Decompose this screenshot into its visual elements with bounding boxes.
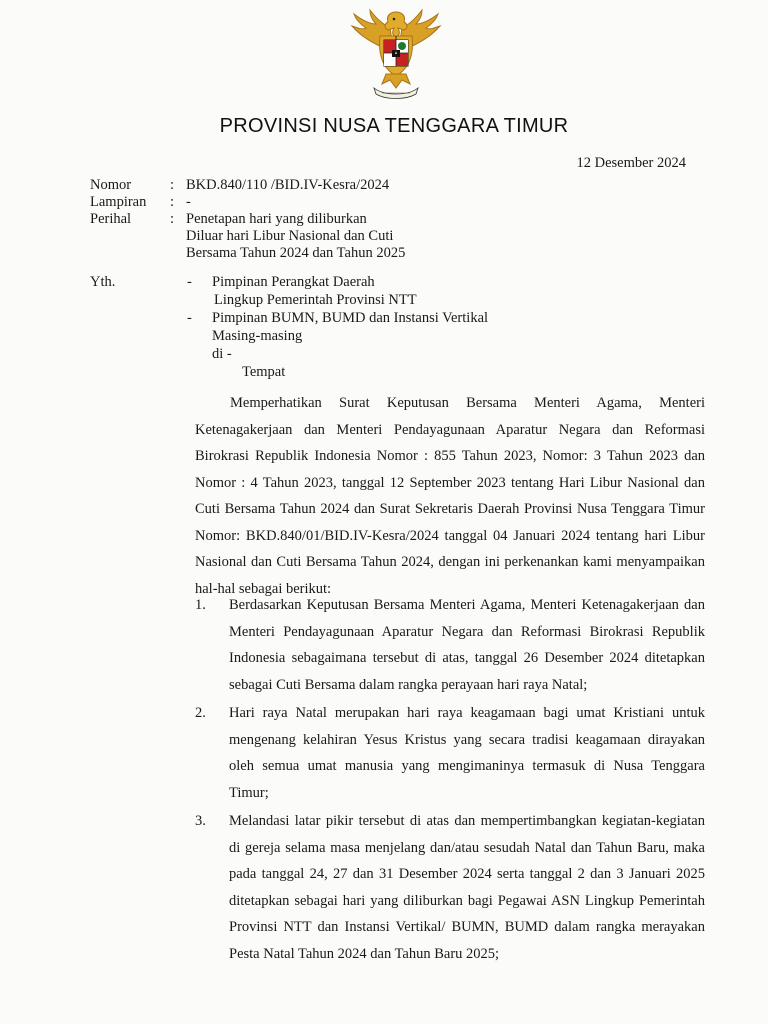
perihal-label: Perihal [90,211,132,227]
item-text: Hari raya Natal merupakan hari raya keagamaan bagi umat Kristiani untuk mengenang kelahiran Yesus Kristus yang secara tradisi keagamaan dirayakan oleh semua umat manusia yang mengimaninya termasuk di Nusa Tenggara Timur; [229,705,705,801]
letter-date: 12 Desember 2024 [576,155,686,171]
colon: : [170,177,175,193]
list-item [195,808,705,967]
yth-label: Yth. [90,274,116,290]
letter-meta [90,177,486,262]
perihal-line: Diluar hari Libur Nasional dan Cuti [186,228,394,244]
recipient-line: - Pimpinan BUMN, BUMD dan Instansi Vertikal [187,310,489,326]
points-list [195,592,705,969]
garuda-pancasila-emblem-icon [344,6,448,106]
colon: : [170,194,175,210]
perihal-row [90,211,486,262]
item-number: 2. [195,705,206,721]
nomor-value: BKD.840/110 /BID.IV-Kesra/2024 [186,177,390,193]
recipient-line: Tempat [242,364,286,380]
nomor-label: Nomor [90,177,132,193]
dash: - [187,310,192,326]
recipient-line: Lingkup Pemerintah Provinsi NTT [214,292,417,308]
recipient-line: di - [212,346,232,362]
province-title: PROVINSI NUSA TENGGARA TIMUR [219,115,569,137]
list-item [195,592,705,698]
list-item [195,700,705,806]
lampiran-value: - [186,194,191,210]
lampiran-row [90,194,486,211]
item-number: 1. [195,597,206,613]
nomor-row [90,177,486,194]
item-text: Berdasarkan Keputusan Bersama Menteri Agama, Menteri Ketenagakerjaan dan Menteri Pendayagunaan Aparatur Negara dan Reformasi Birokrasi Republik Indonesia sebagaimana tersebut di atas, tanggal 26 Desember 2024 ditetapkan sebagai Cuti Bersama dalam rangka perayaan hari raya Natal; [229,597,705,693]
recipient-line: - Pimpinan Perangkat Daerah [187,274,375,290]
dash: - [187,274,192,290]
lampiran-label: Lampiran [90,194,147,210]
item-text: Melandasi latar pikir tersebut di atas dan mempertimbangkan kegiatan-kegiatan di gereja selama masa menjelang dan/atau sesudah Natal dan Tahun Baru, maka pada tanggal 24, 27 dan 31 Desember 2024 serta tanggal 2 dan 3 Januari 2025 ditetapkan sebagai hari yang diliburkan bagi Pegawai ASN Lingkup Pemerintah Provinsi NTT dan Instansi Vertikal/ BUMN, BUMD dalam rangka merayakan Pesta Natal Tahun 2024 dan Tahun Baru 2025; [229,813,705,962]
perihal-line: Bersama Tahun 2024 dan Tahun 2025 [186,245,406,261]
perihal-line: Penetapan hari yang diliburkan [186,211,367,227]
opening-paragraph [195,390,705,602]
item-number: 3. [195,813,206,829]
opening-text: Memperhatikan Surat Keputusan Bersama Menteri Agama, Menteri Ketenagakerjaan dan Menteri Pendayagunaan Aparatur Negara dan Reformasi Birokrasi Republik Indonesia Nomor : 855 Tahun 2023, Nomor: 3 Tahun 2023 dan Nomor : 4 Tahun 2023, tanggal 12 September 2023 tentang Hari Libur Nasional dan Cuti Bersama Tahun 2024 dan Surat Sekretaris Daerah Provinsi Nusa Tenggara Timur Nomor: BKD.840/01/BID.IV-Kesra/2024 tanggal 04 Januari 2024 tentang hari Libur Nasional dan Cuti Bersama Tahun 2024, dengan ini perkenankan kami menyampaikan hal-hal sebagai berikut: [195,395,705,597]
colon: : [170,211,175,227]
perihal-value [186,211,486,262]
recipient-line: Masing-masing [212,328,303,344]
recipient-list [187,273,547,381]
